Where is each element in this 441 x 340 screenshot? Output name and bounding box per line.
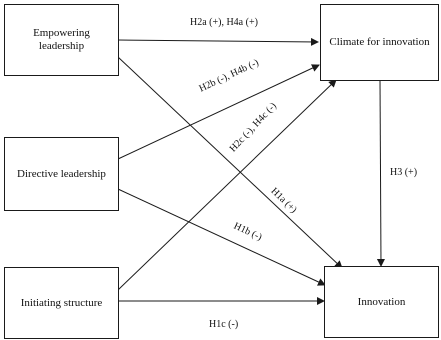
node-directive-leadership — [4, 137, 119, 211]
node-innovation-label: Innovation — [357, 295, 406, 308]
arrow-climate-to-innovation — [380, 80, 381, 266]
node-innovation — [324, 266, 439, 338]
edge-label-h2b-h4b: H2b (-), H4b (-) — [197, 57, 261, 95]
node-initiating-structure-label: Initiating structure — [20, 296, 103, 309]
edge-label-h3: H3 (+) — [390, 167, 418, 178]
node-climate-for-innovation-label: Climate for innovation — [329, 36, 430, 48]
node-directive-leadership-label: Directive leadership — [17, 167, 106, 180]
edge-label-h2c-h4c: H2c (-), H4c (-) — [227, 100, 279, 155]
node-empowering-leadership — [4, 4, 119, 76]
arrow-initiating-to-climate — [118, 80, 336, 290]
edge-label-h1a: H1a (+) — [268, 185, 299, 216]
node-climate-for-innovation — [320, 4, 439, 81]
node-initiating-structure — [4, 267, 119, 339]
arrow-empowering-to-innovation — [118, 57, 342, 268]
edge-label-h1c: H1c (-) — [209, 319, 239, 330]
edge-label-h1b: H1b (-) — [231, 220, 264, 244]
node-empowering-leadership-label: Empowering leadership — [33, 27, 90, 52]
edge-label-h2a-h4a: H2a (+), H4a (+) — [190, 17, 258, 28]
arrow-empowering-to-climate — [118, 40, 318, 42]
